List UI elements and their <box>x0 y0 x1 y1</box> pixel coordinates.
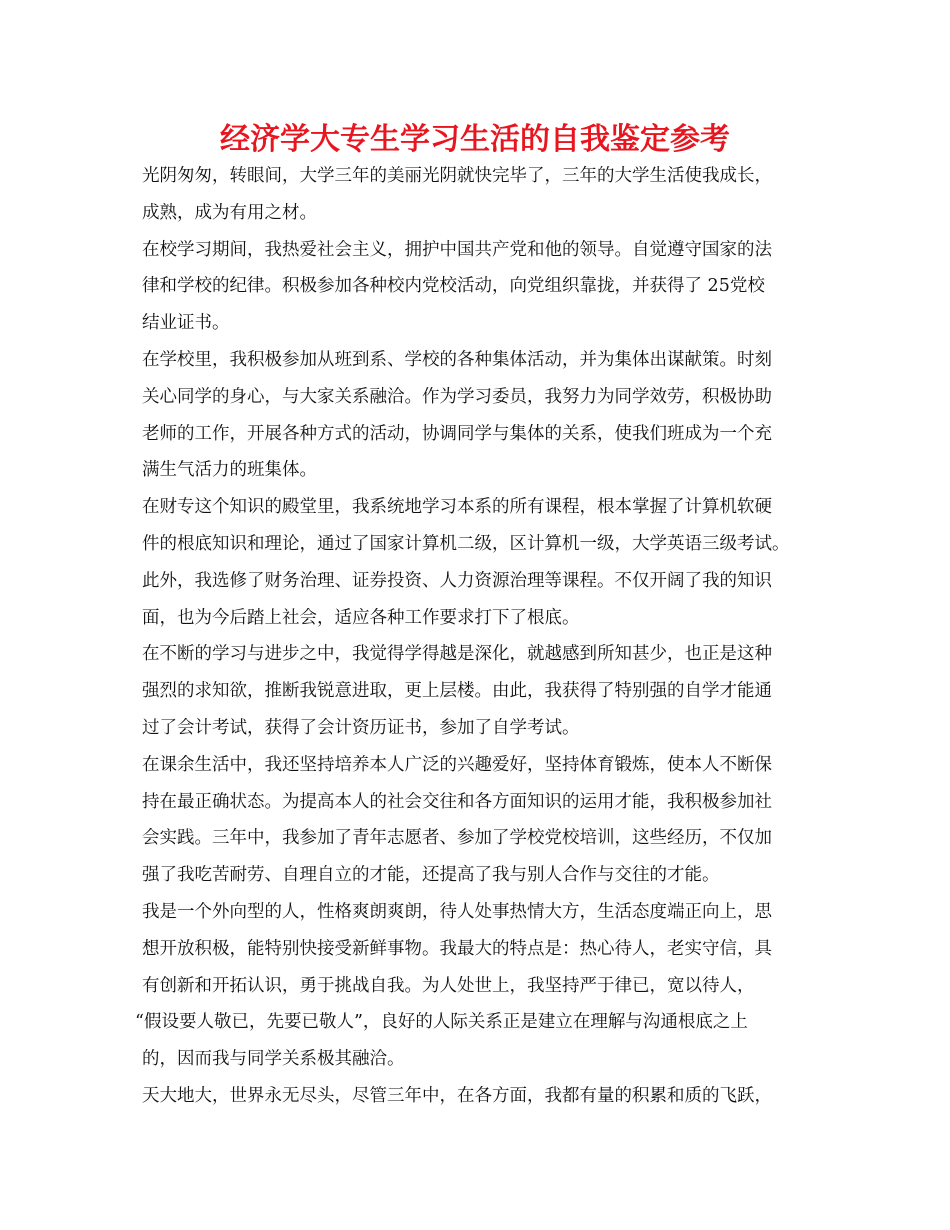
text-line: 天大地大，世界永无尽头，尽管三年中，在各方面，我都有量的积累和质的飞跃， <box>142 1085 772 1106</box>
document-body <box>135 158 832 1115</box>
text-line: 件的根底知识和理论，通过了国家计算机二级，区计算机一级，大学英语三级考试。 <box>142 533 790 554</box>
text-line: 面，也为今后踏上社会，适应各种工作要求打下了根底。 <box>142 607 580 628</box>
text-line: 在财专这个知识的殿堂里，我系统地学习本系的所有课程，根本掌握了计算机软硬 <box>142 497 772 518</box>
text-line: 律和学校的纪律。积极参加各种校内党校活动，向党组织靠拢，并获得了 25党校 <box>142 276 765 297</box>
text-line: 在不断的学习与进步之中，我觉得学得越是深化，就越感到所知甚少，也正是这种 <box>142 644 772 665</box>
text-line: “假设要人敬已，先要已敬人”，良好的人际关系正是建立在理解与沟通根底之上 <box>135 1012 748 1033</box>
text-line: 结业证书。 <box>142 313 230 334</box>
text-line: 有创新和开拓认识，勇于挑战自我。为人处世上，我坚持严于律已，宽以待人， <box>142 975 755 996</box>
text-line: 在学校里，我积极参加从班到系、学校的各种集体活动，并为集体出谋献策。时刻 <box>142 349 772 370</box>
text-line: 的，因而我与同学关系极其融洽。 <box>142 1049 405 1070</box>
text-line: 我是一个外向型的人，性格爽朗爽朗，待人处事热情大方，生活态度端正向上，思 <box>142 901 772 922</box>
text-line: 在课余生活中，我还坚持培养本人广泛的兴趣爱好，坚持体育锻炼，使本人不断保 <box>142 754 772 775</box>
text-line: 成熟，成为有用之材。 <box>142 202 317 223</box>
text-line: 满生气活力的班集体。 <box>142 460 317 481</box>
text-line: 老师的工作，开展各种方式的活动，协调同学与集体的关系，使我们班成为一个充 <box>142 423 772 444</box>
text-line: 强了我吃苦耐劳、自理自立的才能，还提高了我与别人合作与交往的才能。 <box>142 865 720 886</box>
text-line: 会实践。三年中，我参加了青年志愿者、参加了学校党校培训，这些经历，不仅加 <box>142 828 772 849</box>
document-title: 经济学大专生学习生活的自我鉴定参考 <box>220 122 730 157</box>
text-line: 光阴匆匆，转眼间，大学三年的美丽光阴就快完毕了，三年的大学生活使我成长， <box>142 166 772 186</box>
text-line: 关心同学的身心，与大家关系融洽。作为学习委员，我努力为同学效劳，积极协助 <box>142 386 772 407</box>
text-line: 此外，我选修了财务治理、证券投资、人力资源治理等课程。不仅开阔了我的知识 <box>142 570 772 591</box>
text-line: 想开放积极，能特别快接受新鲜事物。我最大的特点是：热心待人，老实守信，具 <box>142 938 772 959</box>
text-line: 在校学习期间，我热爱社会主义，拥护中国共产党和他的领导。自觉遵守国家的法 <box>142 239 772 260</box>
text-line: 强烈的求知欲，推断我锐意进取，更上层楼。由此，我获得了特别强的自学才能通 <box>142 681 772 702</box>
text-line: 过了会计考试，获得了会计资历证书，参加了自学考试。 <box>142 717 580 738</box>
text-line: 持在最正确状态。为提高本人的社会交往和各方面知识的运用才能，我积极参加社 <box>142 791 772 812</box>
